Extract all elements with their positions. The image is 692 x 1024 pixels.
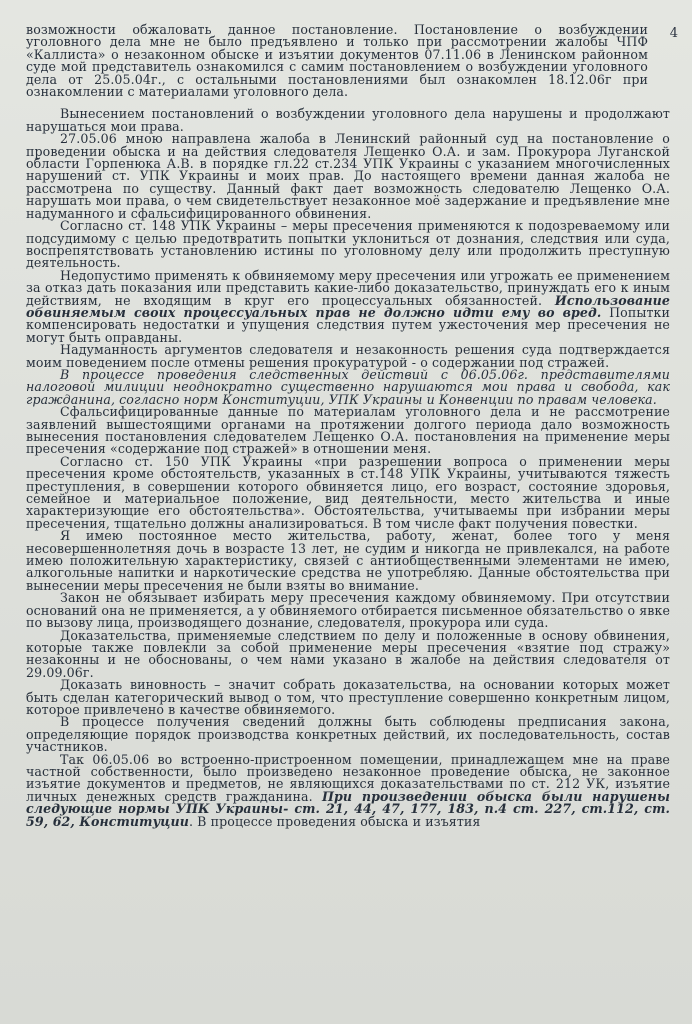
paragraph-search bbox=[26, 751, 670, 829]
paragraph-falsified-data: Сфальсифицированные данные по материалам уголовного дела и не рассмотрение заявлений вышестоящими органами на протяжении долгого периода дало возможность вынесения постановления следователем Лещенко О.А. постановления на применение меры пресечения «содержание под стражей» в отношении меня. bbox=[26, 404, 670, 457]
paragraph-article-148: Согласно ст. 148 УПК Украины – меры пресечения применяются к подозреваемому или подсудимому с целью предотвратить попытки уклониться от дознания, следствия или суда, воспрепятствовать установлению истины по уголовному делу или продолжить преступную деятельность. bbox=[26, 218, 670, 271]
paragraph-evidence: Доказательства, применяемые следствием по делу и положенные в основу обвинения, которые также повлекли за собой применение меры пресечения «взятие под стражу» незаконны и не обоснованы, о чем нами указано в жалобе на действия следователя от 29.09.06г. bbox=[26, 627, 670, 680]
search-text: Так 06.05.06 во встроенно-пристроенном помещении, принадлежащем мне на праве частной собственности, было произведено незаконное проведение обыска, не законное изъятие документов и предметов, не являющихся доказательствами по ст. 212 УК, изъятие личных денежных средств гражданина. bbox=[26, 751, 670, 804]
search-emphasis: При произведении обыска были нарушены следующие нормы УПК Украины- ст. 21, 44, 47, 177, 183, п.4 ст. 227, ст.112, ст. 59, 62, Конституции bbox=[26, 788, 670, 829]
paragraph-prove-guilt: Доказать виновность – значит собрать доказательства, на основании которых может быть сделан категорический вывод о том, что преступление совершенно конкретным лицом, которое привлечено в качестве обвиняемого. bbox=[26, 677, 670, 717]
paragraph-complaint: 27.05.06 мною направлена жалоба в Ленинский районный суд на постановление о проведении обыска и на действия следователя Лещенко О.А. и зам. Прокурора Луганской области Горпенюка А.В. в порядке гл.22 ст.234 УПК Украины с указанием многочисленных нарушений ст. УПК Украины и моих прав. До настоящего времени данная жалоба не рассмотрена по существу. Данный факт дает возможность следователю Лещенко О.А. нарушать мои права, о чем свидетельствует незаконное моё задержание и предъявление мне надуманного и сфальсифицированного обвинения. bbox=[26, 131, 670, 221]
paragraph-investigation-violations: В процессе проведения следственных действий с 06.05.06г. представителями налоговой милиции неоднократно существенно нарушаются мои права и свобода, как гражданина, согласно норм Конституции, УПК Украины и Конвенции по правам человека. bbox=[26, 366, 670, 407]
paragraph-appeal-note: возможности обжаловать данное постановление. Постановление о возбуждении уголовного дела мне не было предъявлено и только при рассмотрении жалобы ЧПФ «Каллиста» о незаконном обыске и изъятии документов 07.11.06 в Ленинском районном суде мой представитель ознакомился с самим постановлением о возбуждении уголовного дела от 25.05.04г., с остальными постановлениями был ознакомлен 18.12.06г при ознакомлении с материалами уголовного дела. bbox=[26, 22, 648, 100]
paragraph-personal-circumstances: Я имею постоянное место жительства, работу, женат, более того у меня несовершеннолетняя дочь в возрасте 13 лет, не судим и никогда не привлекался, на работе имею положительную характеристику, связей с антиобщественными элементами не имею, алкогольные напитки и наркотические средства не употребляю. Данные обстоятельства при вынесении меры пресечения не были взяты во внимание. bbox=[26, 528, 670, 593]
search-tail: . В процессе проведения обыска и изъятия bbox=[188, 813, 481, 829]
paragraph-rights-violation: Вынесением постановлений о возбуждении уголовного дела нарушены и продолжают нарушаться мои права. bbox=[26, 106, 670, 134]
inadmissible-text: Недопустимо применять к обвиняемому меру пресечения или угрожать ее применением за отказ дать показания или представить какие-либо доказательство, принуждать его к иным действиям, не входящим в круг его процессуальных обязанностей. bbox=[26, 267, 670, 308]
paragraph-law-not-obliged: Закон не обязывает избирать меру пресечения каждому обвиняемому. При отсутствии оснований она не применяется, а у обвиняемого отбирается письменное обязательство о явке по вызову лица, производящего дознание, следователя, прокурора или суда. bbox=[26, 590, 671, 631]
page-number: 4 bbox=[669, 26, 678, 41]
paragraph-inadmissible bbox=[26, 267, 670, 345]
inadmissible-tail: Попытки компенсировать недостатки и упущения следствия путем ужесточения мер пресечения не могут быть оправданы. bbox=[26, 304, 670, 345]
inadmissible-emphasis: Использование обвиняемым своих процессуальных прав не должно идти ему во вред. bbox=[26, 292, 670, 320]
paragraph-groundless-arguments: Надуманность аргументов следователя и незаконность решения суда подтверждается моим поведением после отмены решения прокуратурой - о содержании под стражей. bbox=[26, 342, 670, 370]
paragraph-article-150: Согласно ст. 150 УПК Украины «при разрешении вопроса о применении меры пресечения кроме обстоятельств, указанных в ст.148 УПК Украины, учитываются тяжесть преступления, в совершении которого обвиняется лицо, его возраст, состояние здоровья, семейное и материальное положение, вид деятельности, место жительства и иные характеризующие его обстоятельства». Обстоятельства, учитываемы при избрании меры пресечения, тщательно должны анализироваться. В том числе факт получения повестки. bbox=[26, 453, 670, 531]
paragraph-procedure: В процессе получения сведений должны быть соблюдены предписания закона, определяющие порядок производства конкретных действий, их последовательность, состав участников. bbox=[26, 714, 670, 755]
